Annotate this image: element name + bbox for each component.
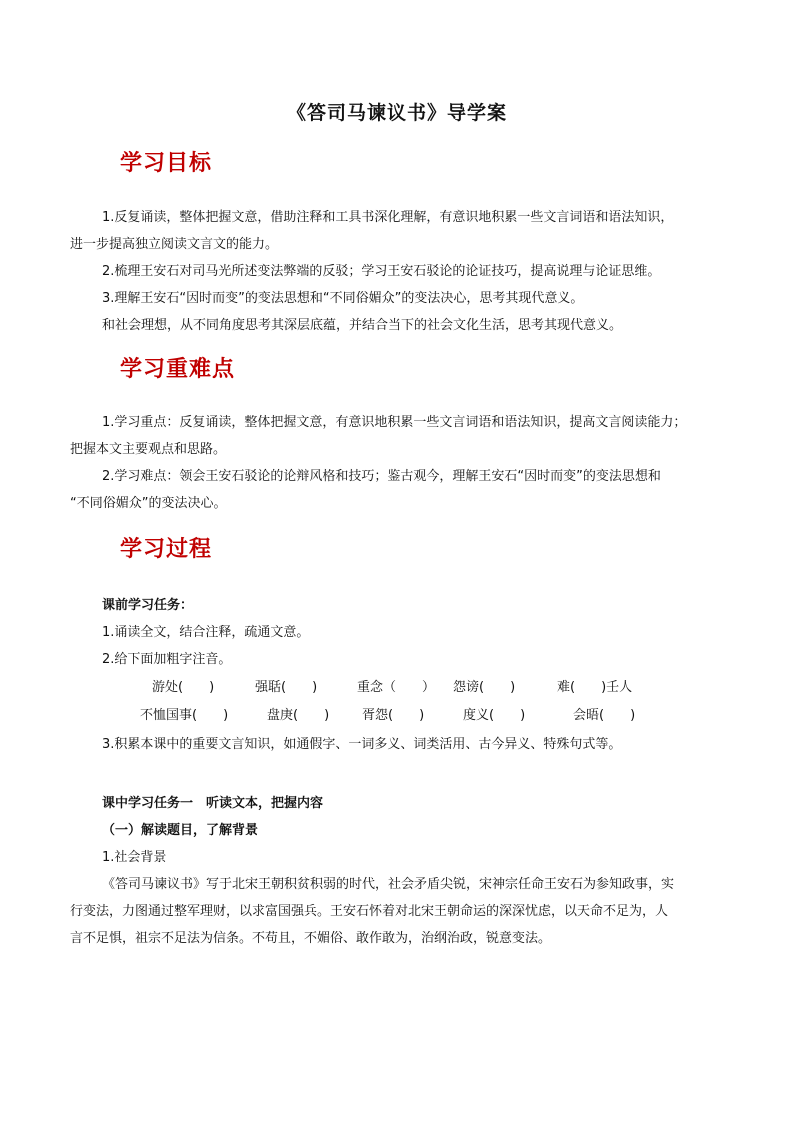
key-point-line-3: 2.学习难点：领会王安石驳论的论辩风格和技巧；鉴古观今，理解王安石“因时而变”的变法思想和 bbox=[102, 469, 661, 484]
pre-task-1: 1.诵读全文，结合注释，疏通文意。 bbox=[102, 625, 310, 640]
objective-line-3: 2.梳理王安石对司马光所述变法弊端的反驳；学习王安石驳论的论证技巧，提高说理与论证思维。 bbox=[102, 264, 661, 279]
pinyin-item: 会晤( ) bbox=[573, 708, 636, 723]
pinyin-item: 强聒( ) bbox=[255, 680, 318, 695]
objective-line-4: 3.理解王安石“因时而变”的变法思想和“不同俗媚众”的变法决心，思考其现代意义。 bbox=[102, 291, 584, 306]
objective-line-5: 和社会理想，从不同角度思考其深层底蕴，并结合当下的社会文化生活，思考其现代意义。 bbox=[102, 318, 623, 333]
heading-objectives: 学习目标 bbox=[120, 151, 213, 176]
pinyin-item: 重念（ ） bbox=[357, 680, 436, 695]
key-point-line-2: 把握本文主要观点和思路。 bbox=[70, 442, 227, 457]
objective-line-1: 1.反复诵读，整体把握文意，借助注释和工具书深化理解，有意识地积累一些文言词语和语法知识， bbox=[102, 210, 674, 225]
pinyin-item: 度义( ) bbox=[463, 708, 526, 723]
key-point-line-4: “不同俗媚众”的变法决心。 bbox=[70, 496, 227, 511]
pinyin-item: 难( )壬人 bbox=[557, 680, 633, 695]
pinyin-item: 游处( ) bbox=[152, 680, 215, 695]
pinyin-item: 胥怨( ) bbox=[362, 708, 425, 723]
heading-key-points: 学习重难点 bbox=[120, 357, 236, 382]
pinyin-item: 盘庚( ) bbox=[267, 708, 330, 723]
background-line-3: 言不足惧，祖宗不足法为信条。不苟且，不媚俗、敢作敢为，治纲治政，锐意变法。 bbox=[70, 931, 552, 946]
heading-process: 学习过程 bbox=[120, 537, 213, 562]
pre-task-title: 课前学习任务： bbox=[102, 598, 194, 613]
pinyin-item: 不恤国事( ) bbox=[140, 708, 229, 723]
pre-task-2: 2.给下面加粗字注音。 bbox=[102, 652, 232, 667]
key-point-line-1: 1.学习重点：反复诵读，整体把握文意，有意识地积累一些文言词语和语法知识，提高文言阅读能力； bbox=[102, 415, 687, 430]
objective-line-2: 进一步提高独立阅读文言文的能力。 bbox=[70, 237, 279, 252]
sub-title: （一）解读题目，了解背景 bbox=[102, 823, 259, 838]
document-title: 《答司马谏议书》导学案 bbox=[286, 102, 507, 124]
class-task-title: 课中学习任务一 听读文本，把握内容 bbox=[102, 796, 324, 811]
pre-task-3: 3.积累本课中的重要文言知识，如通假字、一词多义、词类活用、古今异义、特殊句式等。 bbox=[102, 737, 622, 752]
background-line-2: 行变法，力图通过整军理财，以求富国强兵。王安石怀着对北宋王朝命运的深深忧虑，以天命不足为，人 bbox=[70, 904, 669, 919]
background-title: 1.社会背景 bbox=[102, 850, 167, 865]
background-line-1: 《答司马谏议书》写于北宋王朝积贫积弱的时代，社会矛盾尖锐，宋神宗任命王安石为参知政事，实 bbox=[102, 877, 675, 892]
pinyin-item: 怨谤( ) bbox=[453, 680, 516, 695]
